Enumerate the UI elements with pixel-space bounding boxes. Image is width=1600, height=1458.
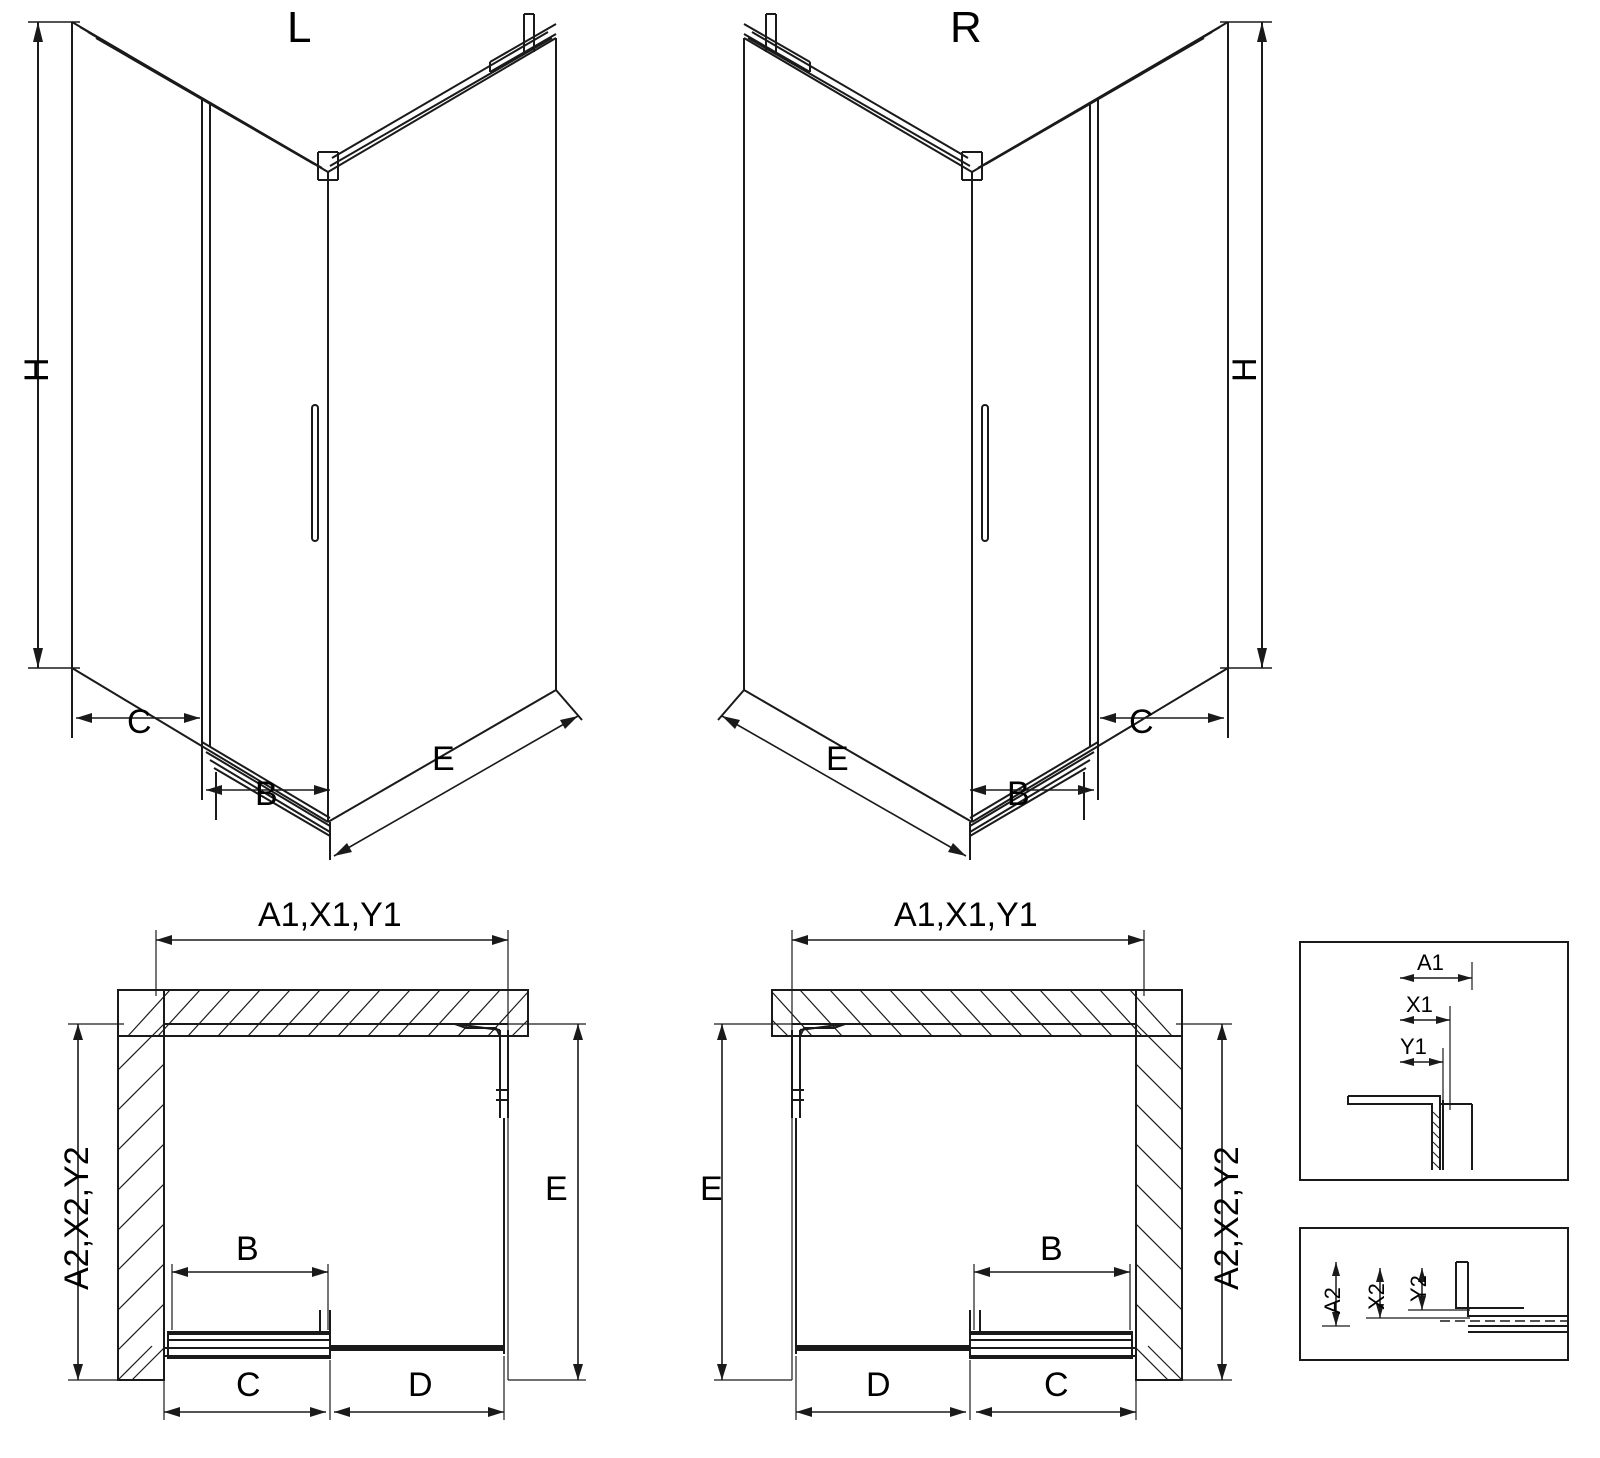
plan-right-label-d: D bbox=[866, 1366, 891, 1404]
plan-right-label-c: C bbox=[1044, 1366, 1069, 1404]
plan-left-label-a2x2y2: A2,X2,Y2 bbox=[58, 1146, 96, 1290]
iso-right-label-e: E bbox=[826, 740, 849, 778]
iso-left-label-e: E bbox=[432, 740, 455, 778]
plan-right-label-a1x1y1: A1,X1,Y1 bbox=[894, 896, 1038, 934]
detail-top-label-y1: Y1 bbox=[1400, 1034, 1427, 1059]
plan-right-label-e: E bbox=[700, 1170, 723, 1208]
iso-left-label-h: H bbox=[18, 357, 56, 382]
title-left-hand: L bbox=[287, 3, 312, 52]
detail-bottom-label-a2: A2 bbox=[1320, 1287, 1345, 1314]
plan-left-label-c: C bbox=[236, 1366, 261, 1404]
plan-right-label-a2x2y2: A2,X2,Y2 bbox=[1208, 1146, 1246, 1290]
iso-right-label-c: C bbox=[1129, 703, 1154, 741]
detail-top-label-a1: A1 bbox=[1417, 950, 1444, 975]
detail-bottom-label-y2: Y2 bbox=[1406, 1275, 1431, 1302]
detail-bottom-label-x2: X2 bbox=[1364, 1283, 1389, 1310]
iso-right-label-h: H bbox=[1226, 357, 1264, 382]
iso-right-label-b: B bbox=[1007, 775, 1030, 813]
detail-top-label-x1: X1 bbox=[1406, 992, 1433, 1017]
plan-left-label-d: D bbox=[408, 1366, 433, 1404]
iso-left-label-b: B bbox=[255, 775, 278, 813]
plan-left-label-a1x1y1: A1,X1,Y1 bbox=[258, 896, 402, 934]
title-right-hand: R bbox=[950, 3, 982, 52]
iso-left-label-c: C bbox=[127, 703, 152, 741]
plan-left-label-b: B bbox=[236, 1230, 259, 1268]
plan-right-label-b: B bbox=[1040, 1230, 1063, 1268]
plan-left-label-e: E bbox=[545, 1170, 568, 1208]
